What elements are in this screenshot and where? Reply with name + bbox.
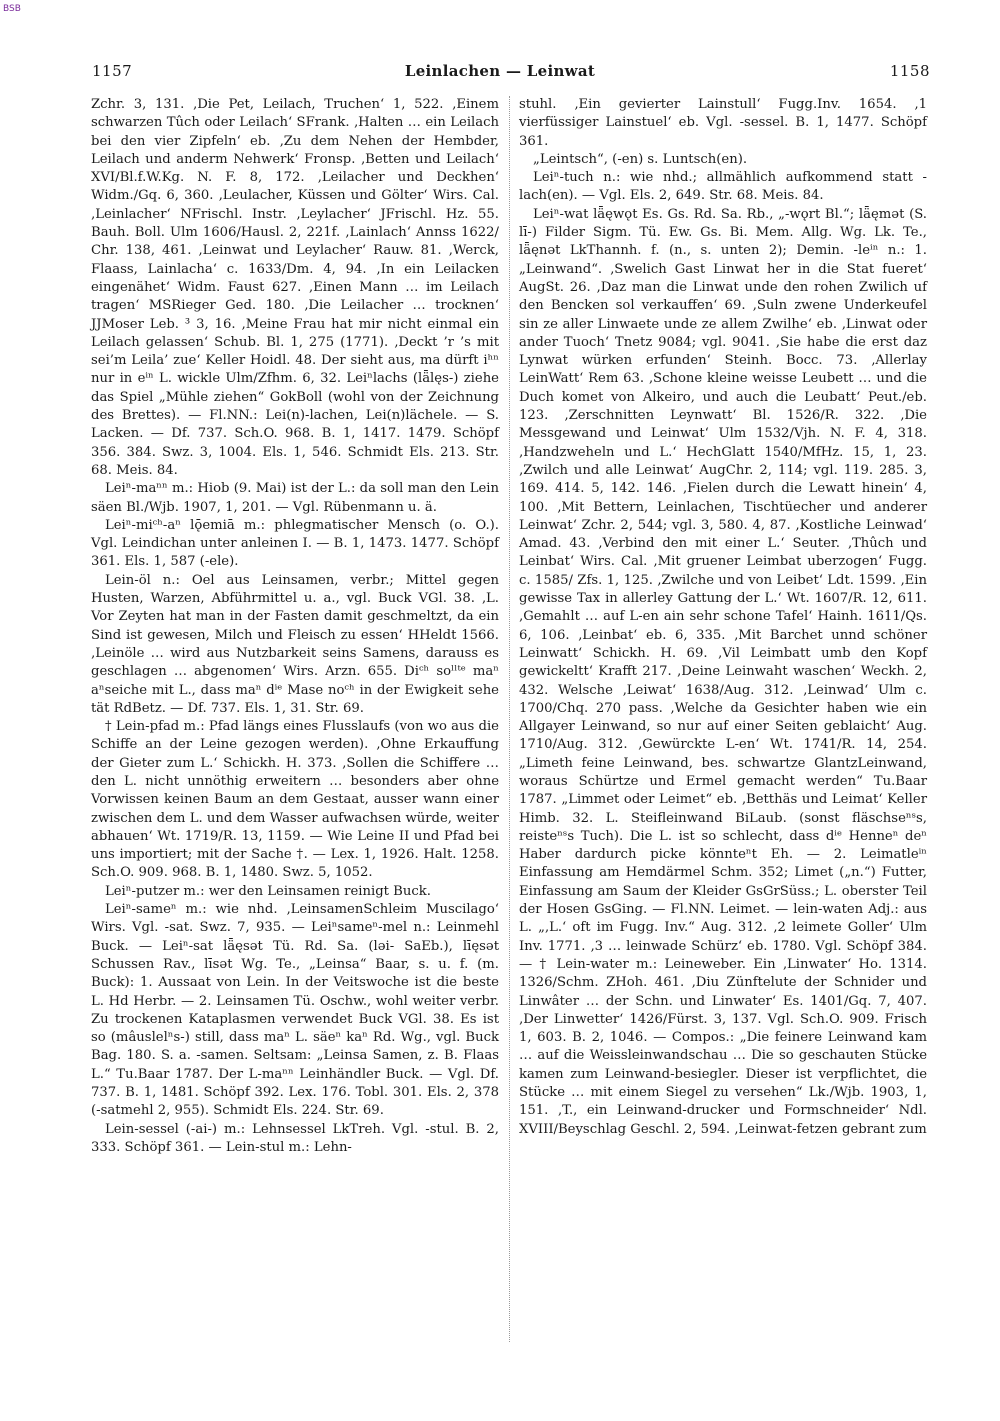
entry-paragraph: Lein-öl n.: Oel aus Leinsamen, verbr.; Mittel gegen Husten, Warzen, Abführmittel u. a., vgl. Buck VGl. 38. ‚L. Vor Zeyten hat man in der Fasten damit geschmeltzt, da ein Sind ist gewesen, Milch und Fleisch zu essen‘ HHeldt 1566. ‚Leinöle … wird aus Nutzbarkeit seins Samens, darauss es geschlagen … abgenomen‘ Wirs. Arzn. 655. Diᶜʰ soˡˡᵗᵉ maⁿ aⁿseiche mit L., dass maⁿ dⁱᵉ Mase noᶜʰ in der Ewigkeit sehe tät RdBetz. — Df. 737. Els. 1, 31. Str. 69. [91,572,499,716]
entry-paragraph: † Lein-pfad m.: Pfad längs eines Flusslaufs (von wo aus die Schiffe an der Leine gezogen werden). ‚Ohne Erkauffung der Gieter zum L.‘ Schickh. H. 373. ‚Sollen die Schiffere … den L. nicht unnöthig erweitern … besonders aber ohne Vorwissen keinen Baum an dem Gestaat, ausser wann einer zwischen dem L. und dem Wasser aufwachsen würde, weiter abhauen‘ Wt. 1719/R. 13, 1159. — Wie Leine II und Pfad bei uns importiert; mit der Sache †. — Lex. 1, 1926. Halt. 1258. Sch.O. 909. 968. B. 1, 1480. Swz. 5, 1052. [91,719,499,881]
entry-paragraph: Leiⁿ-wat lǟęwǫt Es. Gs. Rd. Sa. Rb., „-wǫrt Bl.“; lǟęmət (S. lī-) Filder Sigm. Tü. Ew. Gs. Bi. Mem. Allg. Wg. Lk. Te., lǟęnət LkThannh. f. (n., s. unten 2); Demin. -leⁱⁿ n.: 1. „Leinwand“. ‚Swelich Gast Linwat her in die Stat fueret‘ AugSt. 26. ‚Daz man die Linwat unde den rohen Zwilich uf den Bencken sol verkauffen‘ 69. ‚Suln zwene Underkeufel sin ze aller Linwaete unde ze allem Zwilhe‘ eb. ‚Linwat oder ander Tuoch‘ Tnetz 9084; vgl. 9041. ‚Sie habe die erst daz Lynwat würken erfunden‘ Steinh. Bocc. 73. ‚Allerlay LeinWatt‘ Rem 63. ‚Schone kleine weisse Leubett … und die Duch komet von Alkeiro, und auch die Leubatt‘ Peut./eb. 123. ‚Zerschnitten Leynwatt‘ Bl. 1526/R. 322. ‚Die Messgewand und Leinwat‘ Ulm 1532/Vjh. N. F. 4, 318. ‚Handzweheln und L.‘ HechGlatt 1540/MfHz. 15, 1, 23. ‚Zwilch und alle Leinwat‘ AugChr. 2, 114; vgl. 119. 285. 3, 169. 414. 5, 142. 146. ‚Fielen durch die Lewatt hinein‘ 4, 100. ‚Mit Bettern, Leinlachen, Tischtüecher und anderer Leinwat‘ Zchr. 2, 544; vgl. 3, 580. 4, 87. ‚Kostliche Leinwad‘ Amad. 43. ‚Verbind den mit einer L.‘ Seuter. ‚Thûch und Leinbat‘ Wirs. Cal. ‚Mit gruener Leimbat uberzogen‘ Fugg. c. 1585/ Zfs. 1, 125. ‚Zwilche und von Leibet‘ Ldt. 1599. ‚Ein gewisse Tax in allerley Gattung der L.‘ Wt. 1607/R. 12, 611. ‚Gemahlt … auf L-en ain sehr schone Tafel‘ Hainh. 1611/Qs. 6, 106. ‚Leinbat‘ eb. 6, 335. ‚Mit Barchet unnd schöner Leinwatt‘ Schickh. H. 69. ‚Vil Leimbatt umb den Kopf gewickeltt‘ Krafft 217. ‚Deine Leinwaht waschen‘ Weckh. 2, 432. Welsche ‚Leiwat‘ 1638/Aug. 312. ‚Leinwad‘ Ulm c. 1700/Chq. 270 pass. ‚Welche da Gesichter haben wie ein Allgayer Leinwand, so nur auf einer Seiten geblaicht‘ Aug. 1710/Aug. 312. ‚Gewürckte L-en‘ Wt. 1741/R. 14, 254. „Limeth feine Leinwand, bes. schwartze GlantzLeinwand, woraus Schürtze und Ermel gemacht werden“ Tu.Baar 1787. „Limmet oder Leimet“ eb. ‚Betthäs und Leimat‘ Keller Himb. 32. L. Steifleinwand BiLaub. (sonst fläschseⁿˢs, reisteⁿˢs Tuch). Die L. ist so schlecht, dass dⁱᵉ Henneⁿ deⁿ Haber dardurch picke könnteⁿt Eh. — 2. Leimatleⁱⁿ Einfassung am Hemdärmel Schm. 352; Limet („n.“) Futter, Einfassung am Saum der Kleider GsGrSüss.; L. oberster Teil der Hosen GsGing. — Fl.NN. Leimet. — lein-waten Adj.: aus L. „‚L.‘ oft im Fugg. Inv.“ Aug. 312. ‚2 leimete Goller‘ Ulm Inv. 1771. ‚3 … leinwade Schürz‘ eb. 1780. Vgl. Schöpf 384. — † Lein-water m.: Leineweber. Ein ‚Linwater‘ Ho. 1314. 1326/Schm. ZHoh. 461. ‚Diu Zünftelute der Schnider und Linwâter … der Schn. und Linwater‘ Es. 1401/Gq. 7, 407. ‚Der Linwetter‘ 1426/Fürst. 3, 137. Vgl. Sch.O. 909. Frisch 1, 603. B. 2, 1046. — Compos.: „Die feinere Leinwand kam … auf die Weissleinwandschau … Die so geschauten Stücke kamen zum Leinwand-besiegler. Dieser ist verpflichtet, die Stücke … mit einem Siegel zu versehen“ Lk./Wjb. 1903, 1, 151. ‚T., ein Leinwand-drucker und Formschneider‘ Ndl. XVIII/Beyschlag Geschl. 2, 594. ‚Leinwat-fetzen gebrant zum [519,206,927,1137]
column-divider [509,96,510,1342]
page-number-right: 1158 [889,62,930,80]
entry-paragraph: stuhl. ‚Ein gevierter Lainstull‘ Fugg.Inv. 1654. ‚1 vierfüssiger Lainstuel‘ eb. Vgl. -sessel. B. 1, 1477. Schöpf 361. [519,97,927,149]
entry-paragraph: Zchr. 3, 131. ‚Die Pet, Leilach, Truchen‘ 1, 522. ‚Einem schwarzen Tûch oder Leilach‘ SFrank. ‚Halten … ein Leilach bei den vier Zipfeln‘ eb. ‚Zu dem Nehen der Hembder, Leilach und anderm Nehwerk‘ Fronsp. ‚Betten und Leilach‘ XVI/Bl.f.W.Kg. N. F. 8, 172. ‚Leilacher und Deckhen‘ Widm./Gq. 6, 360. ‚Leulacher, Küssen und Gölter‘ Wirs. Cal. ‚Leinlacher‘ NFrischl. Instr. ‚Leylacher‘ JFrischl. Hz. 55. Bauh. Boll. Ulm 1606/Hausl. 2, 221f. ‚Lainlach‘ Annss 1622/ Chr. 138, 461. ‚Leinwat und Leylacher‘ Rauw. 81. ‚Werck, Flaass, Lainlacha‘ c. 1633/Dm. 4, 94. ‚In ein Leilacken eingenähet‘ Widm. Faust 627. ‚Einen Mann … im Leilach tragen‘ MSRieger Ged. 180. ‚Die Leilacher … trocknen‘ JJMoser Leb. ³ 3, 16. ‚Meine Frau hat mir nicht einmal ein Leilach gelassen‘ Schub. Bl. 1, 275 (1771). ‚Deckt ’r ’s mit sei’m Leila’ zue‘ Keller Hoidl. 48. Der sieht aus, ma dürft iʰⁿ nur in eⁱⁿ L. wickle Ulm/Zfhm. 6, 32. Leiⁿlachs (lǟlęs-) ziehe das Spiel „Mühle ziehen“ GokBoll (wohl von der Zeichnung des Brettes). — Fl.NN.: Lei(n)-lachen, Lei(n)lächele. — S. Lacken. — Df. 737. Sch.O. 968. B. 1, 1417. 1479. Schöpf 356. 384. Swz. 3, 1004. Els. 1, 546. Schmidt Els. 213. Str. 68. Meis. 84. [91,97,499,478]
entry-paragraph: Leiⁿ-miᶜʰ-aⁿ lǭemiā m.: phlegmatischer Mensch (o. O.). Vgl. Leindichan unter anleinen I. — B. 1, 1473. 1477. Schöpf 361. Els. 1, 587 (-ele). [91,517,499,570]
right-column [519,96,927,1139]
entry-paragraph: „Leintsch“, (-en) s. Luntsch(en). [533,151,748,167]
page-number-left: 1157 [92,62,133,80]
entry-paragraph: Leiⁿ-sameⁿ m.: wie nhd. ‚LeinsamenSchleim Muscilago‘ Wirs. Vgl. -sat. Swz. 7, 935. — Leiⁿsameⁿ-mel n.: Leinmehl Buck. — Leiⁿ-sat lǟęsət Tü. Rd. Sa. (ləi- SaEb.), līęsət Schussen Rav., līsət Wg. Te., „Leinsa“ Baar, s. u. f. (m. Buck): 1. Aussaat von Lein. In der Veitswoche ist die beste L. Hd Herbr. — 2. Leinsamen Tü. Oschw., wohl weiter verbr. Zu trockenen Kataplasmen verwendet Buck VGl. 38. Es ist so (mâuslelⁿs-) still, dass maⁿ L. säeⁿ kaⁿ Rd. Wg., vgl. Buck Bag. 180. S. a. -samen. Seltsam: „Leinsa Samen, z. B. Flaas L.“ Tu.Baar 1787. Der L-maⁿⁿ Leinhändler Buck. — Vgl. Df. 737. B. 1, 1481. Schöpf 392. Lex. 176. Tobl. 301. Els. 2, 378 (-satmehl 2, 955). Schmidt Els. 224. Str. 69. [91,902,499,1119]
running-head: Leinlachen — Leinwat [404,62,596,80]
entry-paragraph: Leiⁿ-maⁿⁿ m.: Hiob (9. Mai) ist der L.: da soll man den Lein säen Bl./Wjb. 1907, 1, 201. — Vgl. Rübenmann u. ä. [91,481,499,515]
entry-paragraph: Lein-sessel (-ai-) m.: Lehnsessel LkTreh. Vgl. -stul. B. 2, 333. Schöpf 361. — Lein-stul m.: Lehn- [91,1121,499,1155]
entry-paragraph: Leiⁿ-putzer m.: wer den Leinsamen reinigt Buck. [105,883,431,899]
entry-paragraph: Leiⁿ-tuch n.: wie nhd.; allmählich aufkommend statt -lach(en). — Vgl. Els. 2, 649. Str. 68. Meis. 84. [519,170,927,204]
library-stamp: BSB [3,4,21,14]
left-column [91,96,499,1157]
